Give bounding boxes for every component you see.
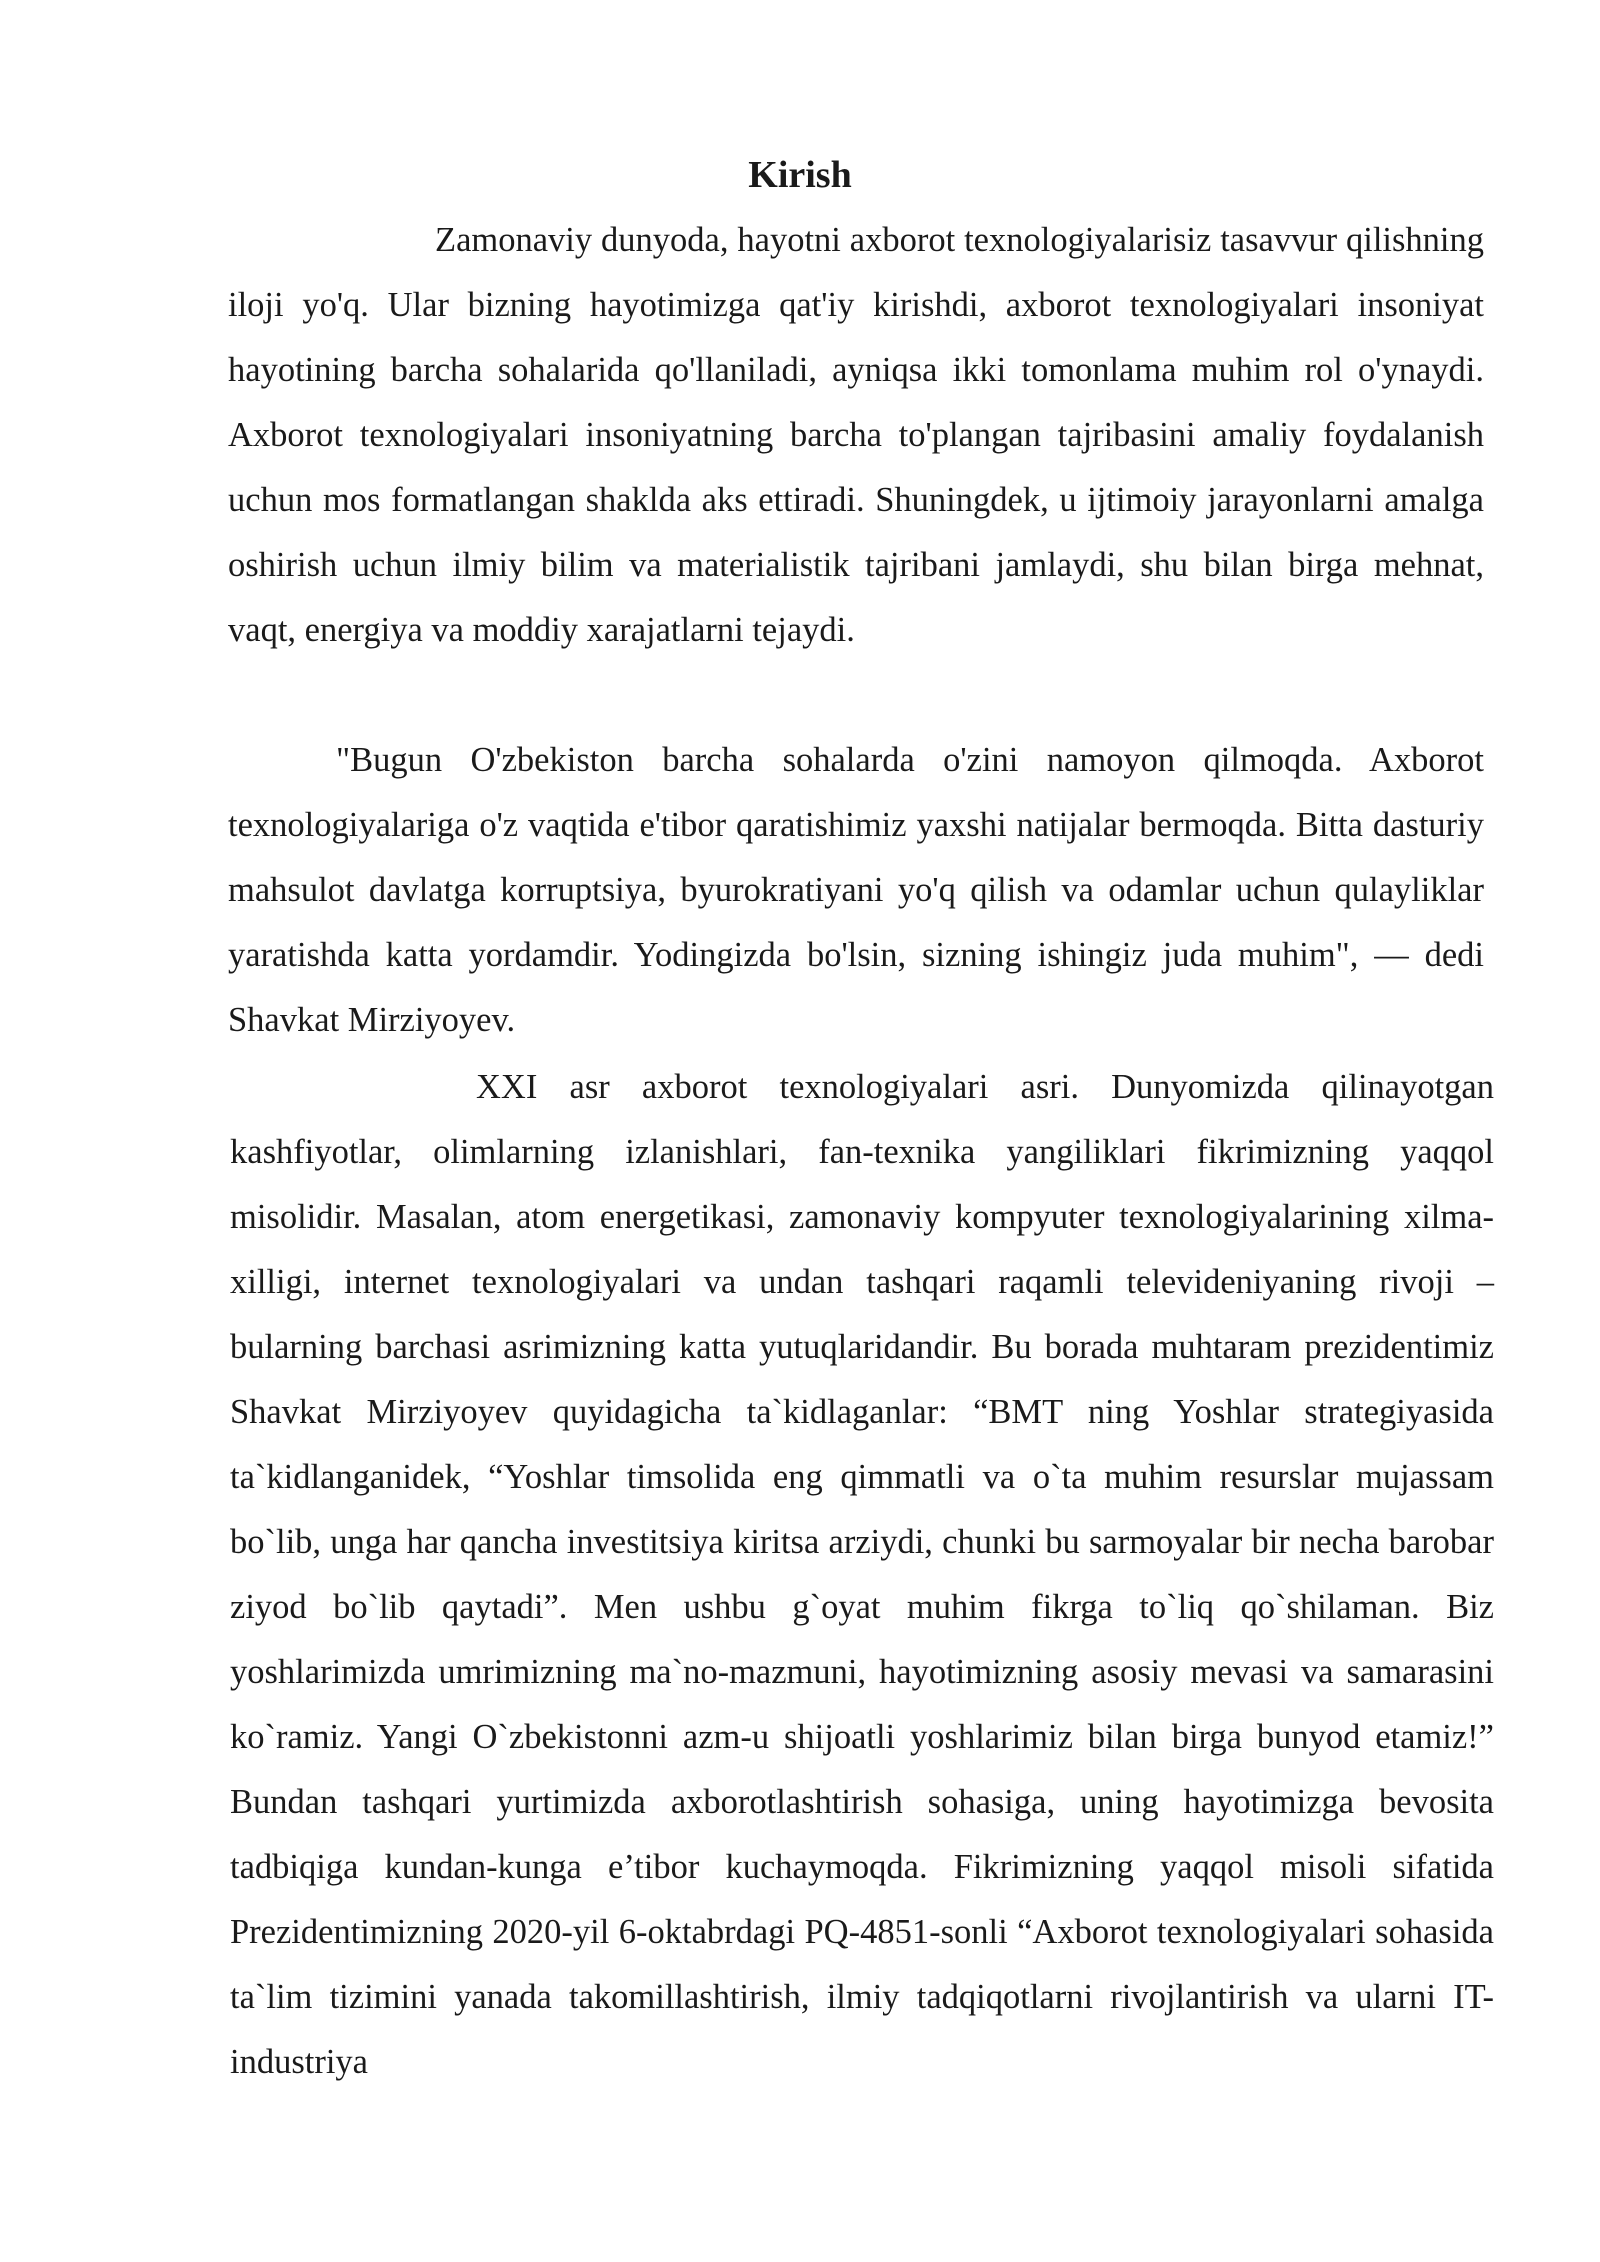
paragraph-xxi-century: XXI asr axborot texnologiyalari asri. Dunyomizda qilinayotgan kashfiyotlar, olimlarning izlanishlari, fan-texnika yangiliklari fikrimizning yaqqol misolidir. Masalan, atom energetikasi, zamonaviy kompyuter texnologiyalarining xilma-xilligi, internet texnologiyalari va undan tashqari raqamli televideniyaning rivoji – bularning barchasi asrimizning katta yutuqlaridandir. Bu borada muhtaram prezidentimiz Shavkat Mirziyoyev quyidagicha ta`kidlaganlar: “BMT ning Yoshlar strategiyasida ta`kidlanganidek, “Yoshlar timsolida eng qimmatli va o`ta muhim resurslar mujassam bo`lib, unga har qancha investitsiya kiritsa arziydi, chunki bu sarmoyalar bir necha barobar ziyod bo`lib qaytadi”. Men ushbu g`oyat muhim fikrga to`liq qo`shilaman. Biz yoshlarimizda umrimizning ma`no-mazmuni, hayotimizning asosiy mevasi va samarasini ko`ramiz. Yangi O`zbekistonni azm-u shijoatli yoshlarimiz bilan birga bunyod etamiz!” Bundan tashqari yurtimizda axborotlashtirish sohasiga, uning hayotimizga bevosita tadbiqiga kundan-kunga e’tibor kuchaymoqda. Fikrimizning yaqqol misoli sifatida Prezidentimizning 2020-yil 6-oktabrdagi PQ-4851-sonli “Axborot texnologiyalari sohasida ta`lim tizimini yanada takomillashtirish, ilmiy tadqiqotlarni rivojlantirish va ularni IT-industriya bbox=[230, 1068, 1494, 2081]
page-title: Kirish bbox=[748, 154, 852, 196]
paragraph-intro: Zamonaviy dunyoda, hayotni axborot texnologiyalarisiz tasavvur qilishning iloji yo'q. Ular bizning hayotimizga qat'iy kirishdi, axborot texnologiyalari insoniyat hayotining barcha sohalarida qo'llaniladi, ayniqsa ikki tomonlama muhim rol o'ynaydi. Axborot texnologiyalari insoniyatning barcha to'plangan tajribasini amaliy foydalanish uchun mos formatlangan shaklda aks ettiradi. Shuningdek, u ijtimoiy jarayonlarni amalga oshirish uchun ilmiy bilim va materialistik tajribani jamlaydi, shu bilan birga mehnat, vaqt, energiya va moddiy xarajatlarni tejaydi. bbox=[228, 221, 1484, 649]
paragraph-quote: "Bugun O'zbekiston barcha sohalarda o'zini namoyon qilmoqda. Axborot texnologiyalariga o'z vaqtida e'tibor qaratishimiz yaxshi natijalar bermoqda. Bitta dasturiy mahsulot davlatga korruptsiya, byurokratiyani yo'q qilish va odamlar uchun qulayliklar yaratishda katta yordamdir. Yodingizda bo'lsin, sizning ishingiz juda muhim", — dedi Shavkat Mirziyoyev. bbox=[228, 741, 1484, 1039]
